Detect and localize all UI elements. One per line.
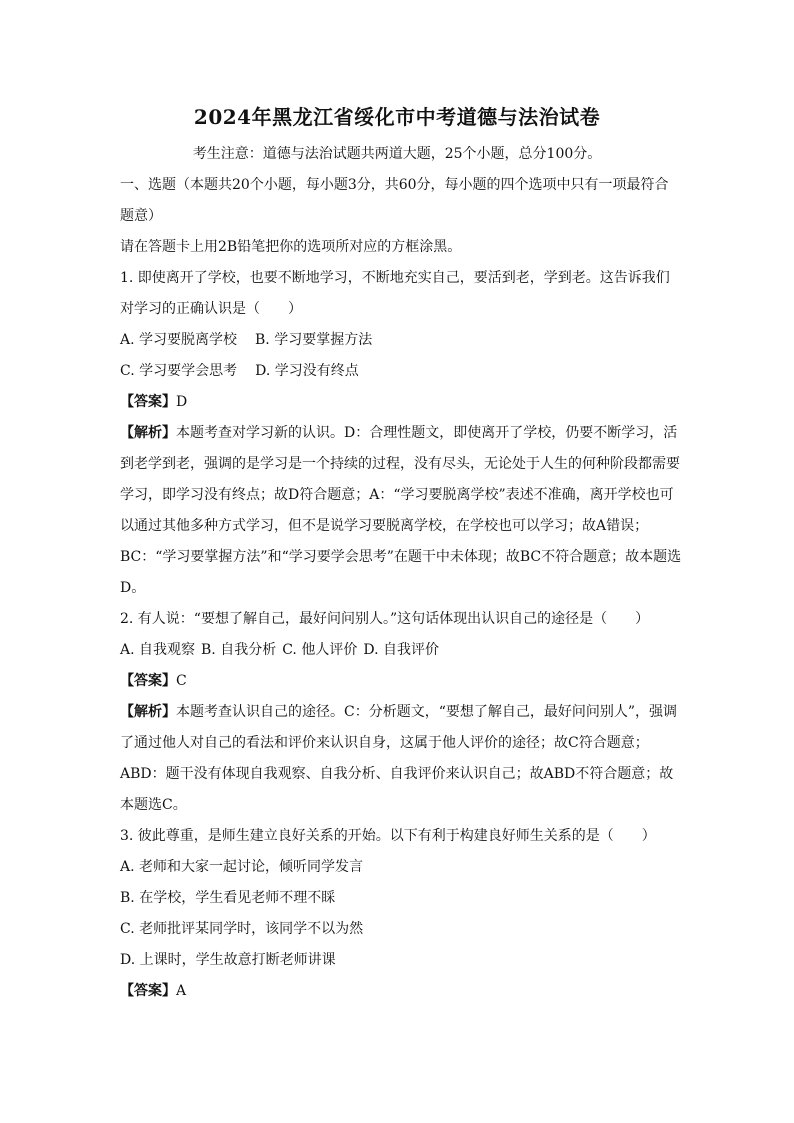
q2-answer [120,671,680,691]
section-instruction: 请在答题卡上用2B铅笔把你的选项所对应的方框涂黑。 [120,239,462,255]
q2-analysis-text1: 本题考查认识自己的途径。C：分析题文，“要想了解自己，最好问问别人”，强调 [176,704,678,720]
section-heading-line2: 题意） [120,208,162,224]
q1-analysis-text1: 本题考查对学习新的认识。D：合理性题文，即使离开了学校，仍要不断学习，活 [176,425,678,441]
q2-option-d: D. 自我评价 [363,642,439,658]
q3-option-b: B. 在学校，学生看见老师不理不睬 [120,890,336,906]
q2-answer-label: 【答案】 [120,673,176,689]
q2-answer-value: C [176,673,187,689]
q1-analysis-line1 [120,423,680,443]
q2-analysis-line3: ABD：题干没有体现自我观察、自我分析、自我评价来认识自己；故ABD不符合题意；故 [120,766,674,782]
q1-options-row1 [120,330,680,350]
q2-stem: 2. 有人说：“要想了解自己，最好问问别人。”这句话体现出认识自己的途径是（ ） [120,611,650,627]
q2-option-a: A. 自我观察 [120,642,196,658]
q2-option-c: C. 他人评价 [282,642,358,658]
q1-analysis-line3: 学习，即学习没有终点；故D符合题意；A：“学习要脱离学校”表述不准确，离开学校也可 [120,487,674,503]
q3-option-d: D. 上课时，学生故意打断老师讲课 [120,952,336,968]
q3-answer-value: A [176,983,187,999]
q1-answer-value: D [176,394,188,410]
q1-stem-line1: 1. 即使离开了学校，也要不断地学习，不断地充实自己，要活到老，学到老。这告诉我们 [120,270,670,286]
q3-answer-label: 【答案】 [120,983,176,999]
q2-analysis-label: 【解析】 [120,704,176,720]
q3-option-a: A. 老师和大家一起讨论，倾听同学发言 [120,859,364,875]
q1-answer-label: 【答案】 [120,394,176,410]
q1-analysis-line5: BC：“学习要掌握方法”和“学习要学会思考”在题干中未体现；故BC不符合题意；故本题选 [120,549,682,565]
q2-analysis-line1 [120,702,680,722]
q1-option-a: A. 学习要脱离学校 [120,332,238,348]
q3-option-c: C. 老师批评某同学时，该同学不以为然 [120,921,364,937]
q1-analysis-line2: 到老学到老，强调的是学习是一个持续的过程，没有尽头，无论处于人生的何种阶段都需要 [120,456,680,472]
q1-analysis-label: 【解析】 [120,425,176,441]
q1-option-b: B. 学习要掌握方法 [255,332,373,348]
q2-option-b: B. 自我分析 [201,642,277,658]
q1-options-row2 [120,361,680,381]
q1-analysis-line6: D。 [120,580,146,596]
page-title: 2024年黑龙江省绥化市中考道德与法治试卷 [193,105,601,129]
q2-analysis-line4: 本题选C。 [120,797,187,813]
q3-stem: 3. 彼此尊重，是师生建立良好关系的开始。以下有利于构建良好师生关系的是（ ） [120,828,656,844]
q1-option-d: D. 学习没有终点 [255,363,359,379]
q2-options-row [120,640,680,660]
q1-stem-line2: 对学习的正确认识是（ ） [120,301,302,317]
q2-analysis-line2: 了通过他人对自己的看法和评价来认识自身，这属于他人评价的途径；故C符合题意； [120,735,649,751]
exam-notice: 考生注意：道德与法治试题共两道大题，25个小题，总分100分。 [192,146,602,162]
q1-answer [120,392,680,412]
section-heading-line1: 一、选题（本题共20个小题，每小题3分，共60分，每小题的四个选项中只有一项最符合 [120,177,669,193]
q3-answer [120,981,680,1001]
q1-analysis-line4: 以通过其他多种方式学习，但不是说学习要脱离学校，在学校也可以学习；故A错误； [120,518,649,534]
q1-option-c: C. 学习要学会思考 [120,363,238,379]
